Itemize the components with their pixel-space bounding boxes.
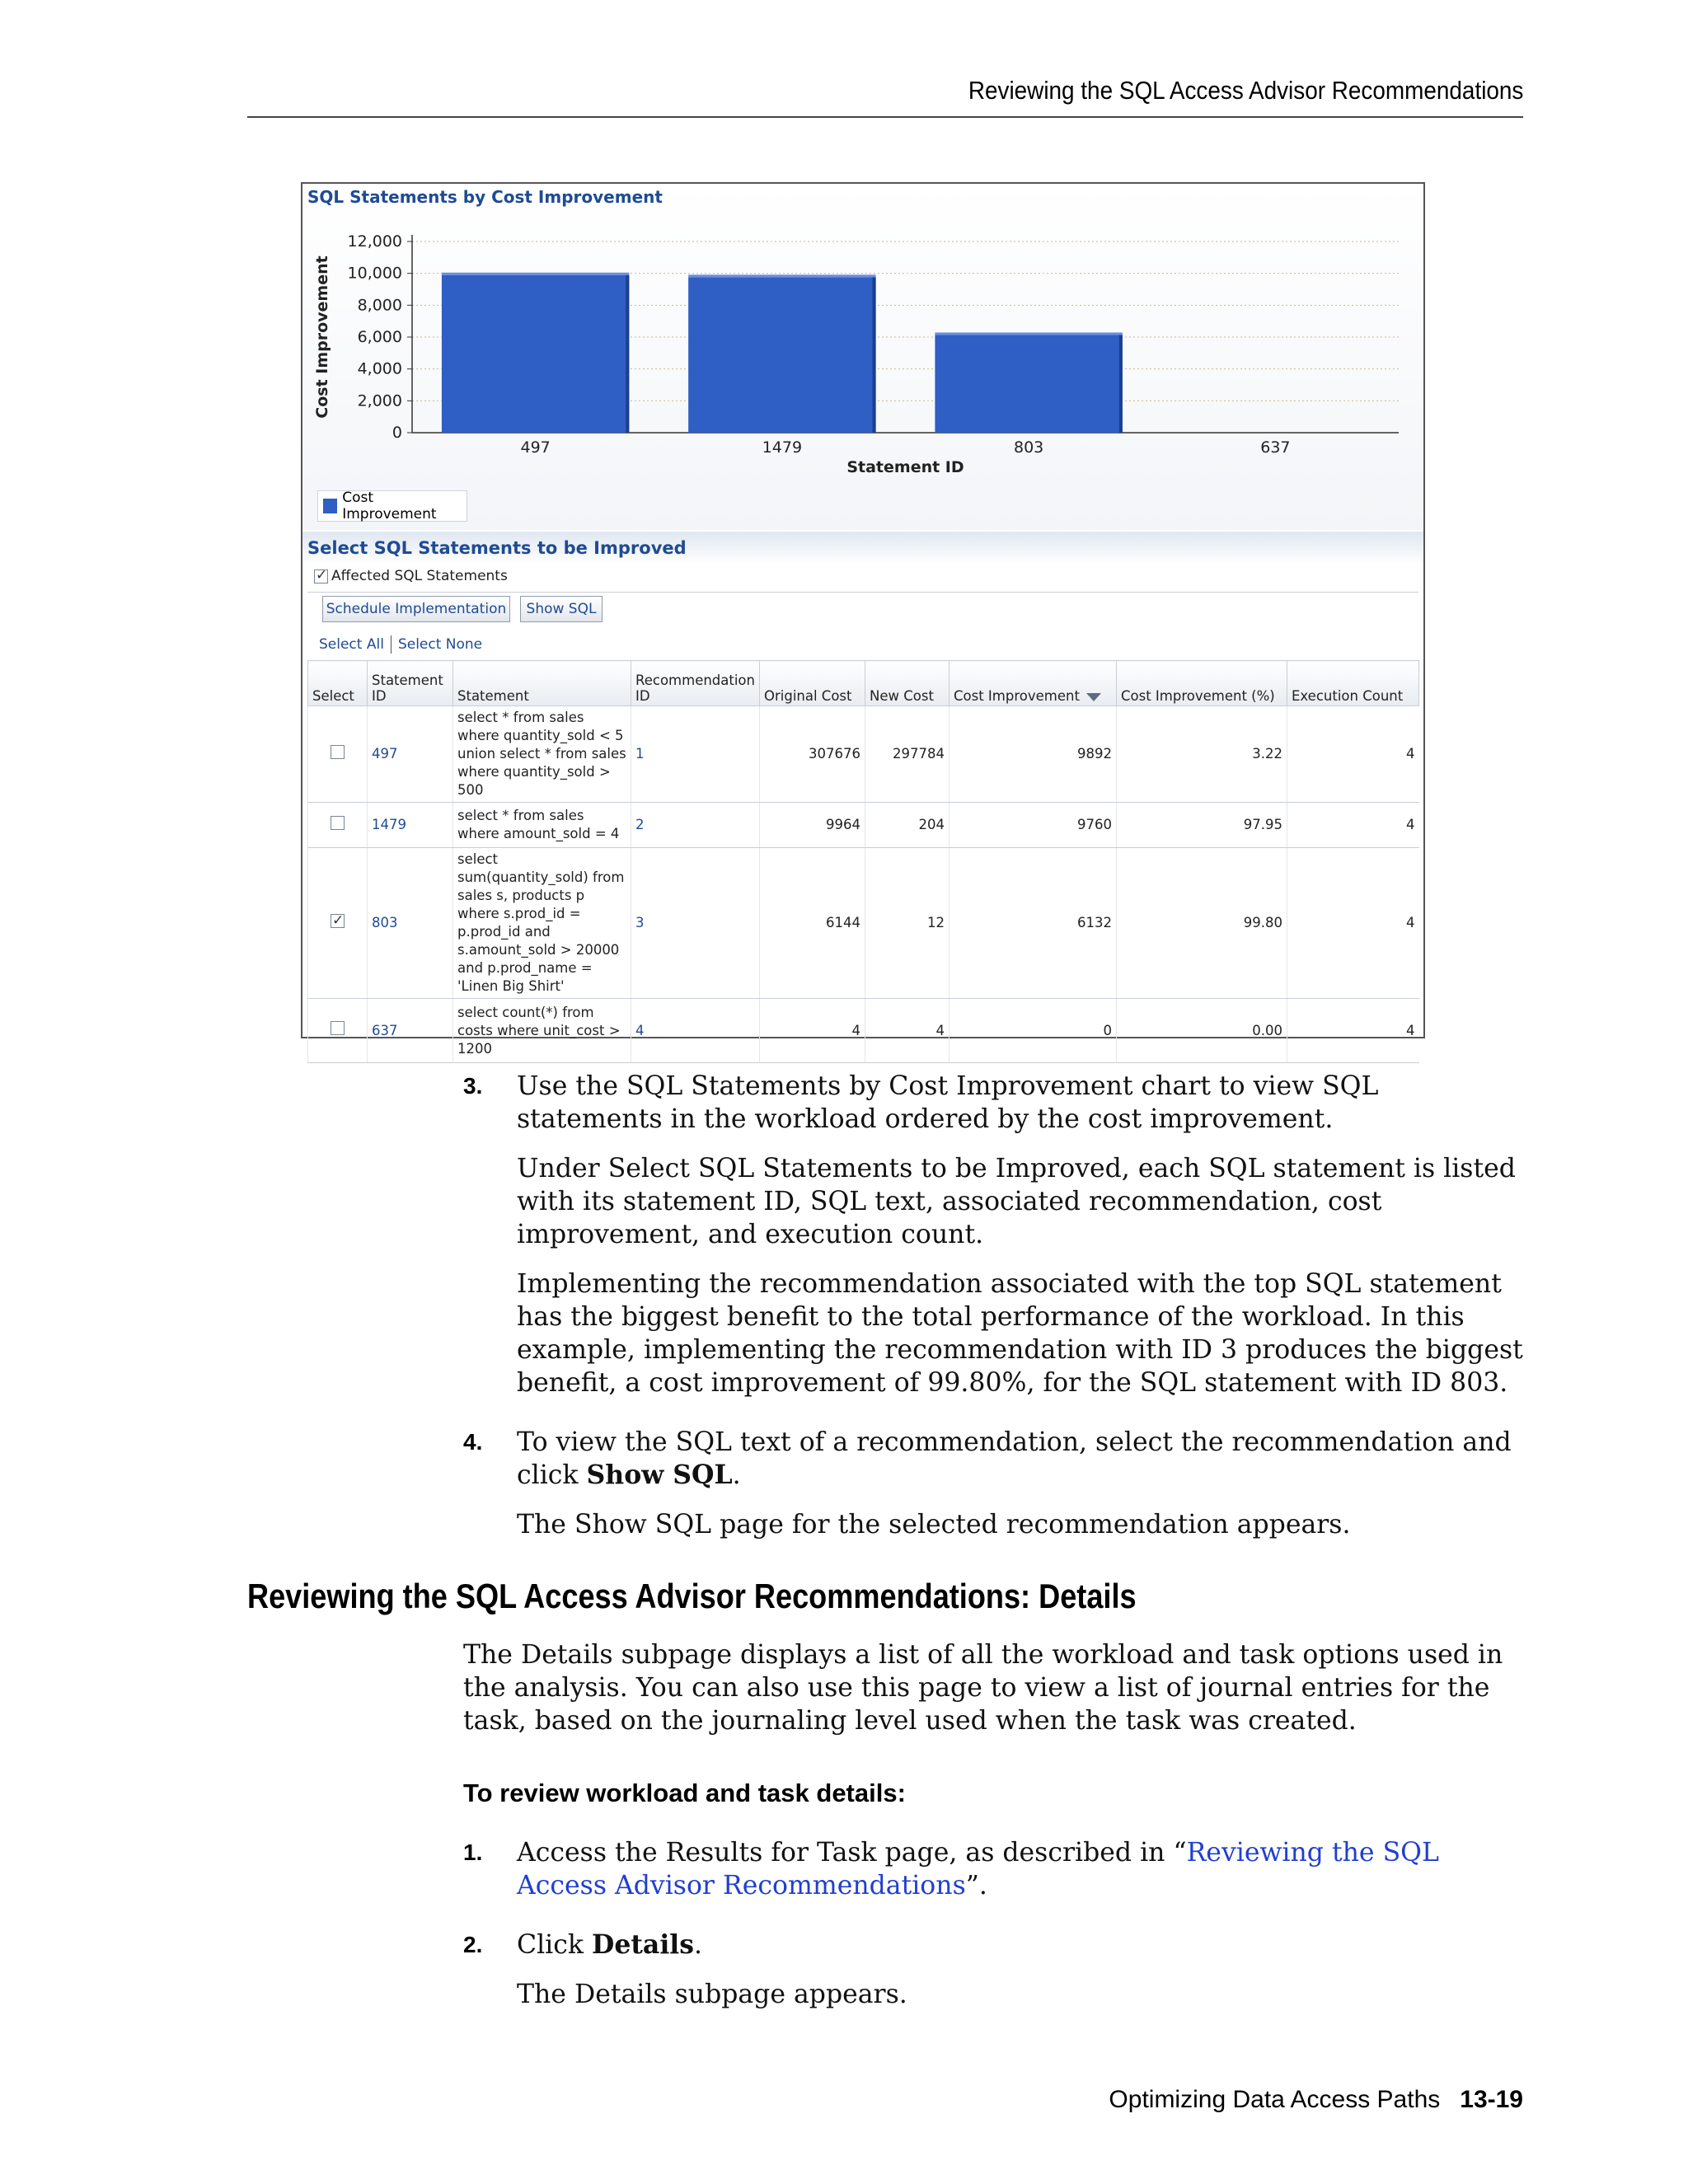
row-select-cell[interactable] (308, 999, 368, 1063)
row-select-cell[interactable] (308, 803, 368, 848)
cost-improvement: 0 (950, 999, 1117, 1063)
step-1-text (517, 1836, 1531, 1902)
x-axis-title: Statement ID (846, 458, 964, 476)
y-tick-label: 0 (392, 424, 402, 442)
step-2-text-a: Click (517, 1930, 592, 1960)
col-rec-id-l2: ID (635, 688, 650, 704)
execution-count: 4 (1287, 848, 1419, 999)
table-row (308, 803, 1419, 848)
cost-improvement: 6132 (950, 848, 1117, 999)
bar (442, 275, 629, 433)
footer-page-number: 13-19 (1460, 2086, 1523, 2113)
section-title: Select SQL Statements to be Improved (307, 538, 687, 558)
chart-title: SQL Statements by Cost Improvement (307, 187, 663, 207)
execution-count: 4 (1287, 706, 1419, 803)
recommendation-id-link[interactable]: 1 (631, 706, 760, 803)
col-new-cost[interactable]: New Cost (865, 661, 950, 706)
statement-text: select sum(quantity_sold) from sales s, products p where s.prod_id = p.prod_id and s.amount_sold > 20000 and p.prod_name = 'Linen Big Shirt' (453, 848, 631, 999)
step-2-para-2: The Details subpage appears. (517, 1980, 907, 2009)
bar-shade (1119, 335, 1123, 433)
y-tick-label: 2,000 (357, 391, 402, 410)
chart-legend (317, 490, 467, 522)
statement-id-link[interactable]: 637 (368, 999, 453, 1063)
bar-highlight (935, 332, 1122, 335)
step-4-text-a: To view the SQL text of a recommendation, select the recommendation and click (517, 1427, 1512, 1490)
sort-desc-icon (1086, 693, 1101, 701)
cost-improvement-pct: 3.22 (1117, 706, 1287, 803)
sql-statements-table (307, 660, 1419, 1063)
bar-highlight (688, 274, 875, 277)
cost-improvement-pct: 99.80 (1117, 848, 1287, 999)
legend-label: Cost Improvement (342, 490, 437, 523)
running-head: Reviewing the SQL Access Advisor Recommendations (968, 76, 1523, 105)
legend-swatch (323, 499, 337, 513)
row-select-cell[interactable] (308, 848, 368, 999)
procedure-title: To review workload and task details: (463, 1779, 906, 1807)
row-select-cell[interactable] (308, 706, 368, 803)
cross-reference-link[interactable]: Reviewing the SQL Access Advisor Recommendations (517, 1838, 1439, 1900)
section-intro: The Details subpage displays a list of all the workload and task options used in the analysis. You can also use this page to view a list of journal entries for the task, based on the journaling level used when the task was created. (463, 1640, 1503, 1736)
statement-text: select * from sales where amount_sold = 4 (453, 803, 631, 848)
step-3-number: 3. (463, 1073, 483, 1099)
step-4-bold: Show SQL (586, 1460, 733, 1490)
col-recommendation-id[interactable] (631, 661, 760, 706)
step-2-text-b: . (694, 1930, 703, 1960)
col-cost-improvement-label: Cost Improvement (954, 688, 1080, 704)
y-axis-title: Cost Improvement (313, 255, 331, 419)
bar-highlight (442, 273, 629, 275)
step-4-number: 4. (463, 1429, 483, 1455)
new-cost: 4 (865, 999, 950, 1063)
y-tick-label: 6,000 (357, 328, 402, 346)
statement-id-link[interactable]: 497 (368, 706, 453, 803)
advisor-screenshot (301, 182, 1425, 1057)
row-checkbox[interactable] (331, 914, 345, 928)
original-cost: 6144 (760, 848, 865, 999)
step-1-number: 1. (463, 1840, 483, 1865)
table-row (308, 706, 1419, 803)
select-none-link[interactable]: Select None (397, 636, 483, 653)
y-tick-label: 8,000 (357, 296, 402, 315)
step-2-number: 2. (463, 1932, 483, 1957)
step-3-para-2: Under Select SQL Statements to be Improved, each SQL statement is listed with its statement ID, SQL text, associated recommendation, cost improvement, and execution count. (517, 1154, 1516, 1249)
cost-improvement: 9892 (950, 706, 1117, 803)
affected-checkbox-box[interactable] (314, 569, 328, 583)
col-original-cost[interactable]: Original Cost (760, 661, 865, 706)
step-4-text-b: . (732, 1460, 741, 1490)
recommendation-id-link[interactable]: 3 (631, 848, 760, 999)
select-all-link[interactable]: Select All (319, 636, 384, 653)
row-checkbox[interactable] (331, 816, 345, 830)
execution-count: 4 (1287, 803, 1419, 848)
new-cost: 297784 (865, 706, 950, 803)
y-tick-label: 10,000 (347, 264, 402, 283)
toolbar-divider (307, 592, 1418, 593)
schedule-implementation-button[interactable]: Schedule Implementation (322, 596, 510, 622)
step-1-text-a: Access the Results for Task page, as described in “ (517, 1838, 1187, 1868)
y-tick-label: 12,000 (347, 232, 402, 251)
affected-sql-label: Affected SQL Statements (331, 568, 508, 584)
statement-text: select count(*) from costs where unit_cost > 1200 (453, 999, 631, 1063)
bar (935, 335, 1122, 433)
x-tick-label: 803 (1013, 438, 1044, 457)
cost-improvement-pct: 0.00 (1117, 999, 1287, 1063)
step-4-text (517, 1426, 1531, 1492)
row-checkbox[interactable] (331, 745, 345, 759)
y-tick-label: 4,000 (357, 359, 402, 378)
new-cost: 12 (865, 848, 950, 999)
table-row (308, 848, 1419, 999)
col-select[interactable]: Select (308, 661, 368, 706)
selection-links (319, 635, 482, 654)
row-checkbox[interactable] (331, 1021, 345, 1035)
x-tick-label: 497 (520, 438, 551, 457)
execution-count: 4 (1287, 999, 1419, 1063)
col-statement-id-l2: ID (372, 688, 387, 704)
link-separator (391, 635, 392, 654)
page-footer (1109, 2086, 1523, 2114)
col-cost-improvement[interactable] (950, 661, 1117, 706)
cost-improvement: 9760 (950, 803, 1117, 848)
show-sql-button[interactable]: Show SQL (520, 596, 603, 622)
recommendation-id-link[interactable]: 2 (631, 803, 760, 848)
original-cost: 307676 (760, 706, 865, 803)
section-heading: Reviewing the SQL Access Advisor Recommendations: Details (247, 1577, 1137, 1615)
header-rule (247, 116, 1523, 118)
col-statement-id[interactable] (368, 661, 453, 706)
step-2-bold: Details (592, 1929, 694, 1960)
recommendation-id-link[interactable]: 4 (631, 999, 760, 1063)
statement-id-link[interactable]: 1479 (368, 803, 453, 848)
statement-text: select * from sales where quantity_sold < 5 union select * from sales where quantity_sold > 500 (453, 706, 631, 803)
col-cost-improvement-pct[interactable]: Cost Improvement (%) (1117, 661, 1287, 706)
affected-sql-checkbox[interactable] (314, 568, 508, 584)
col-execution-count[interactable]: Execution Count (1287, 661, 1419, 706)
bar-shade (626, 275, 629, 433)
col-statement-id-l1: Statement (372, 673, 443, 688)
col-statement[interactable]: Statement (453, 661, 631, 706)
original-cost: 4 (760, 999, 865, 1063)
step-3-para-3: Implementing the recommendation associated with the top SQL statement has the biggest benefit to the total performance of the workload. In this example, implementing the recommendation with ID 3 produces the biggest benefit, a cost improvement of 99.80%, for the SQL statement with ID 803. (517, 1269, 1523, 1398)
bar (688, 277, 875, 433)
x-tick-label: 1479 (762, 438, 803, 457)
x-tick-label: 637 (1260, 438, 1291, 457)
bar-shade (873, 277, 876, 433)
step-1-text-b: ”. (965, 1871, 987, 1900)
step-4-para-2: The Show SQL page for the selected recommendation appears. (517, 1510, 1351, 1540)
statement-id-link[interactable]: 803 (368, 848, 453, 999)
new-cost: 204 (865, 803, 950, 848)
step-2-text (517, 1929, 1531, 1961)
table-row (308, 999, 1419, 1063)
original-cost: 9964 (760, 803, 865, 848)
col-rec-id-l1: Recommendation (635, 673, 755, 688)
step-3-text: Use the SQL Statements by Cost Improvement chart to view SQL statements in the workload ordered by the cost improvement. (517, 1071, 1379, 1134)
cost-improvement-pct: 97.95 (1117, 803, 1287, 848)
cost-improvement-chart (302, 184, 1423, 530)
footer-chapter: Optimizing Data Access Paths (1109, 2086, 1441, 2113)
